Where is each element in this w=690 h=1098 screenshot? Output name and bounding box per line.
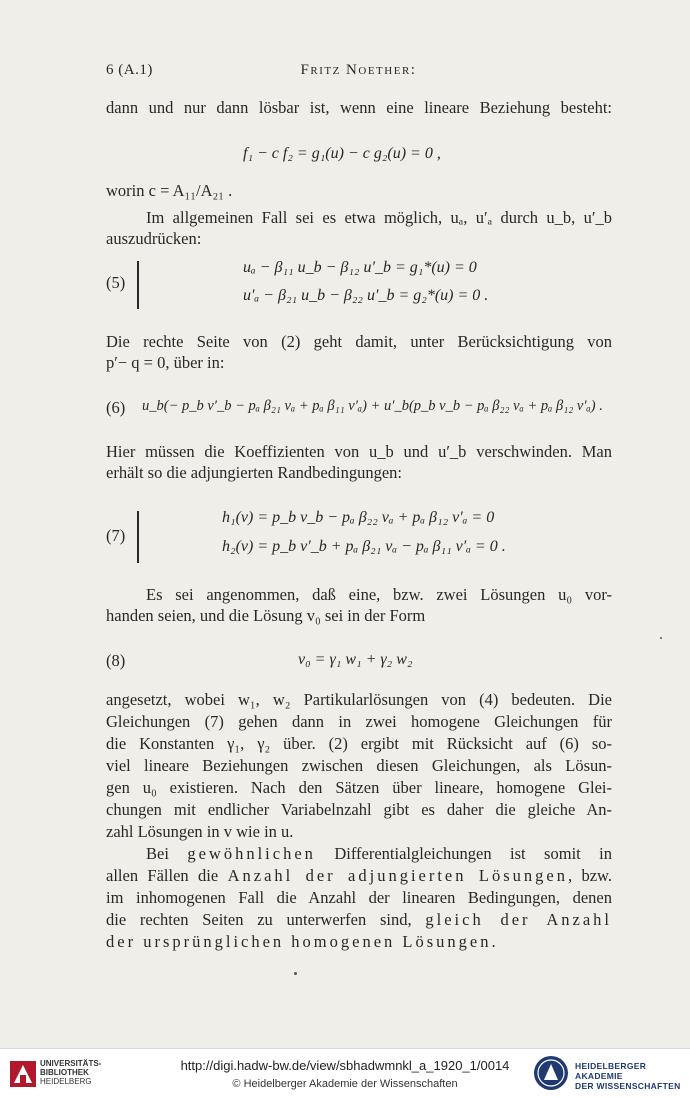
author-header: Fritz Noether: bbox=[300, 62, 417, 78]
text-line: zahl Lösungen in v wie in u. bbox=[106, 822, 294, 841]
text-line: worin c = A₁₁/A₂₁ . bbox=[106, 181, 233, 200]
text-line: Hier müssen die Koeffizienten von u_b und u′_b verschwinden. Man bbox=[106, 442, 612, 461]
equation-6: u_b(− p_b v′_b − pₐ β₂₁ vₐ + pₐ β₁₁ v′ₐ) + u′_b(p_b v_b − pₐ β₂₂ vₐ + pₐ β₁₂ v′ₐ) . bbox=[142, 398, 603, 414]
ub-line: HEIDELBERG bbox=[40, 1077, 92, 1086]
text-line: im inhomogenen Fall die Anzahl der linearen Bedingungen, denen bbox=[106, 888, 612, 907]
page-speck bbox=[294, 972, 297, 975]
academy-name[interactable] bbox=[575, 1061, 690, 1091]
page-number: 6 (A.1) bbox=[106, 62, 153, 78]
text-line bbox=[106, 865, 612, 887]
permalink-url[interactable]: http://digi.hadw-bw.de/view/sbhadwmnkl_a_1920_1/0014 bbox=[180, 1058, 510, 1073]
emphasis-text: gleich der Anzahl bbox=[425, 910, 612, 929]
text-line-emphasis: der ursprünglichen homogenen Lösungen. bbox=[106, 932, 499, 951]
text-line: angesetzt, wobei w₁, w₂ Partikularlösungen von (4) bedeuten. Die bbox=[106, 690, 612, 709]
equation-number-7: (7) bbox=[106, 526, 126, 545]
equation-5b: u′ₐ − β₂₁ u_b − β₂₂ u′_b = g₂*(u) = 0 . bbox=[243, 287, 489, 304]
text-line: gen u₀ existieren. Nach den Sätzen über lineare, homogene Glei- bbox=[106, 778, 612, 797]
text-line: auszudrücken: bbox=[106, 229, 202, 248]
text-line: viel lineare Beziehungen zwischen diesen Gleichungen, als Lösun- bbox=[106, 756, 612, 775]
text-span: allen Fällen die bbox=[106, 866, 228, 885]
text-line: erhält so die adjungierten Randbedingungen: bbox=[106, 463, 403, 482]
equation-5a: uₐ − β₁₁ u_b − β₁₂ u′_b = g₁*(u) = 0 bbox=[243, 259, 477, 276]
text-line: p′− q = 0, über in: bbox=[106, 353, 225, 372]
academy-line: HEIDELBERGER AKADEMIE bbox=[575, 1061, 647, 1081]
equation-8: v₀ = γ₁ w₁ + γ₂ w₂ bbox=[298, 651, 413, 668]
text-span: , bzw. bbox=[567, 866, 612, 885]
text-line bbox=[106, 909, 612, 931]
equation-brace bbox=[137, 511, 139, 563]
text-span: Bei bbox=[146, 844, 188, 863]
equation-7b: h₂(v) = p_b v′_b + pₐ β₂₁ vₐ − pₐ β₁₁ v′ₐ = 0 . bbox=[222, 538, 506, 555]
equation-main: f₁ − c f₂ = g₁(u) − c g₂(u) = 0 , bbox=[243, 145, 441, 162]
text-line: Es sei angenommen, daß eine, bzw. zwei Lösungen u₀ vor- bbox=[146, 585, 612, 604]
page-speck bbox=[660, 637, 662, 639]
text-line: Die rechte Seite von (2) geht damit, unter Berücksichtigung von bbox=[106, 332, 612, 351]
copyright-text: © Heidelberger Akademie der Wissenschaften bbox=[232, 1078, 458, 1090]
viewer-footer bbox=[0, 1048, 690, 1098]
emphasis-text: Anzahl der adjungierten Lösungen bbox=[227, 866, 568, 885]
emphasis-text: gewöhnlichen bbox=[187, 844, 316, 863]
text-line bbox=[146, 843, 612, 865]
ub-line: UNIVERSITÄTS- bbox=[40, 1059, 102, 1068]
text-line: handen seien, und die Lösung v₀ sei in der Form bbox=[106, 606, 426, 625]
text-line: chungen mit endlicher Variabelnzahl gibt es daher die gleiche An- bbox=[106, 800, 612, 819]
academy-line: DER WISSENSCHAFTEN bbox=[575, 1081, 681, 1091]
equation-number-5: (5) bbox=[106, 273, 126, 292]
equation-number-8: (8) bbox=[106, 651, 126, 670]
academy-logo-icon[interactable] bbox=[533, 1055, 569, 1091]
text-line: Im allgemeinen Fall sei es etwa möglich, uₐ, u′ₐ durch u_b, u′_b bbox=[146, 208, 612, 227]
ub-line: BIBLIOTHEK bbox=[40, 1068, 89, 1077]
text-line: die Konstanten γ₁, γ₂ über. (2) ergibt mit Rücksicht auf (6) so- bbox=[106, 734, 612, 753]
text-span: die rechten Seiten zu unterwerfen sind, bbox=[106, 910, 426, 929]
text-span: Differentialgleichungen ist somit in bbox=[315, 844, 612, 863]
equation-brace bbox=[137, 261, 139, 309]
text-line: Gleichungen (7) gehen dann in zwei homogene Gleichungen für bbox=[106, 712, 612, 731]
running-header bbox=[106, 62, 611, 82]
equation-number-6: (6) bbox=[106, 398, 126, 417]
text-line: dann und nur dann lösbar ist, wenn eine lineare Beziehung besteht: bbox=[106, 98, 612, 117]
equation-7a: h₁(v) = p_b v_b − pₐ β₂₂ vₐ + pₐ β₁₂ v′ₐ = 0 bbox=[222, 509, 495, 526]
